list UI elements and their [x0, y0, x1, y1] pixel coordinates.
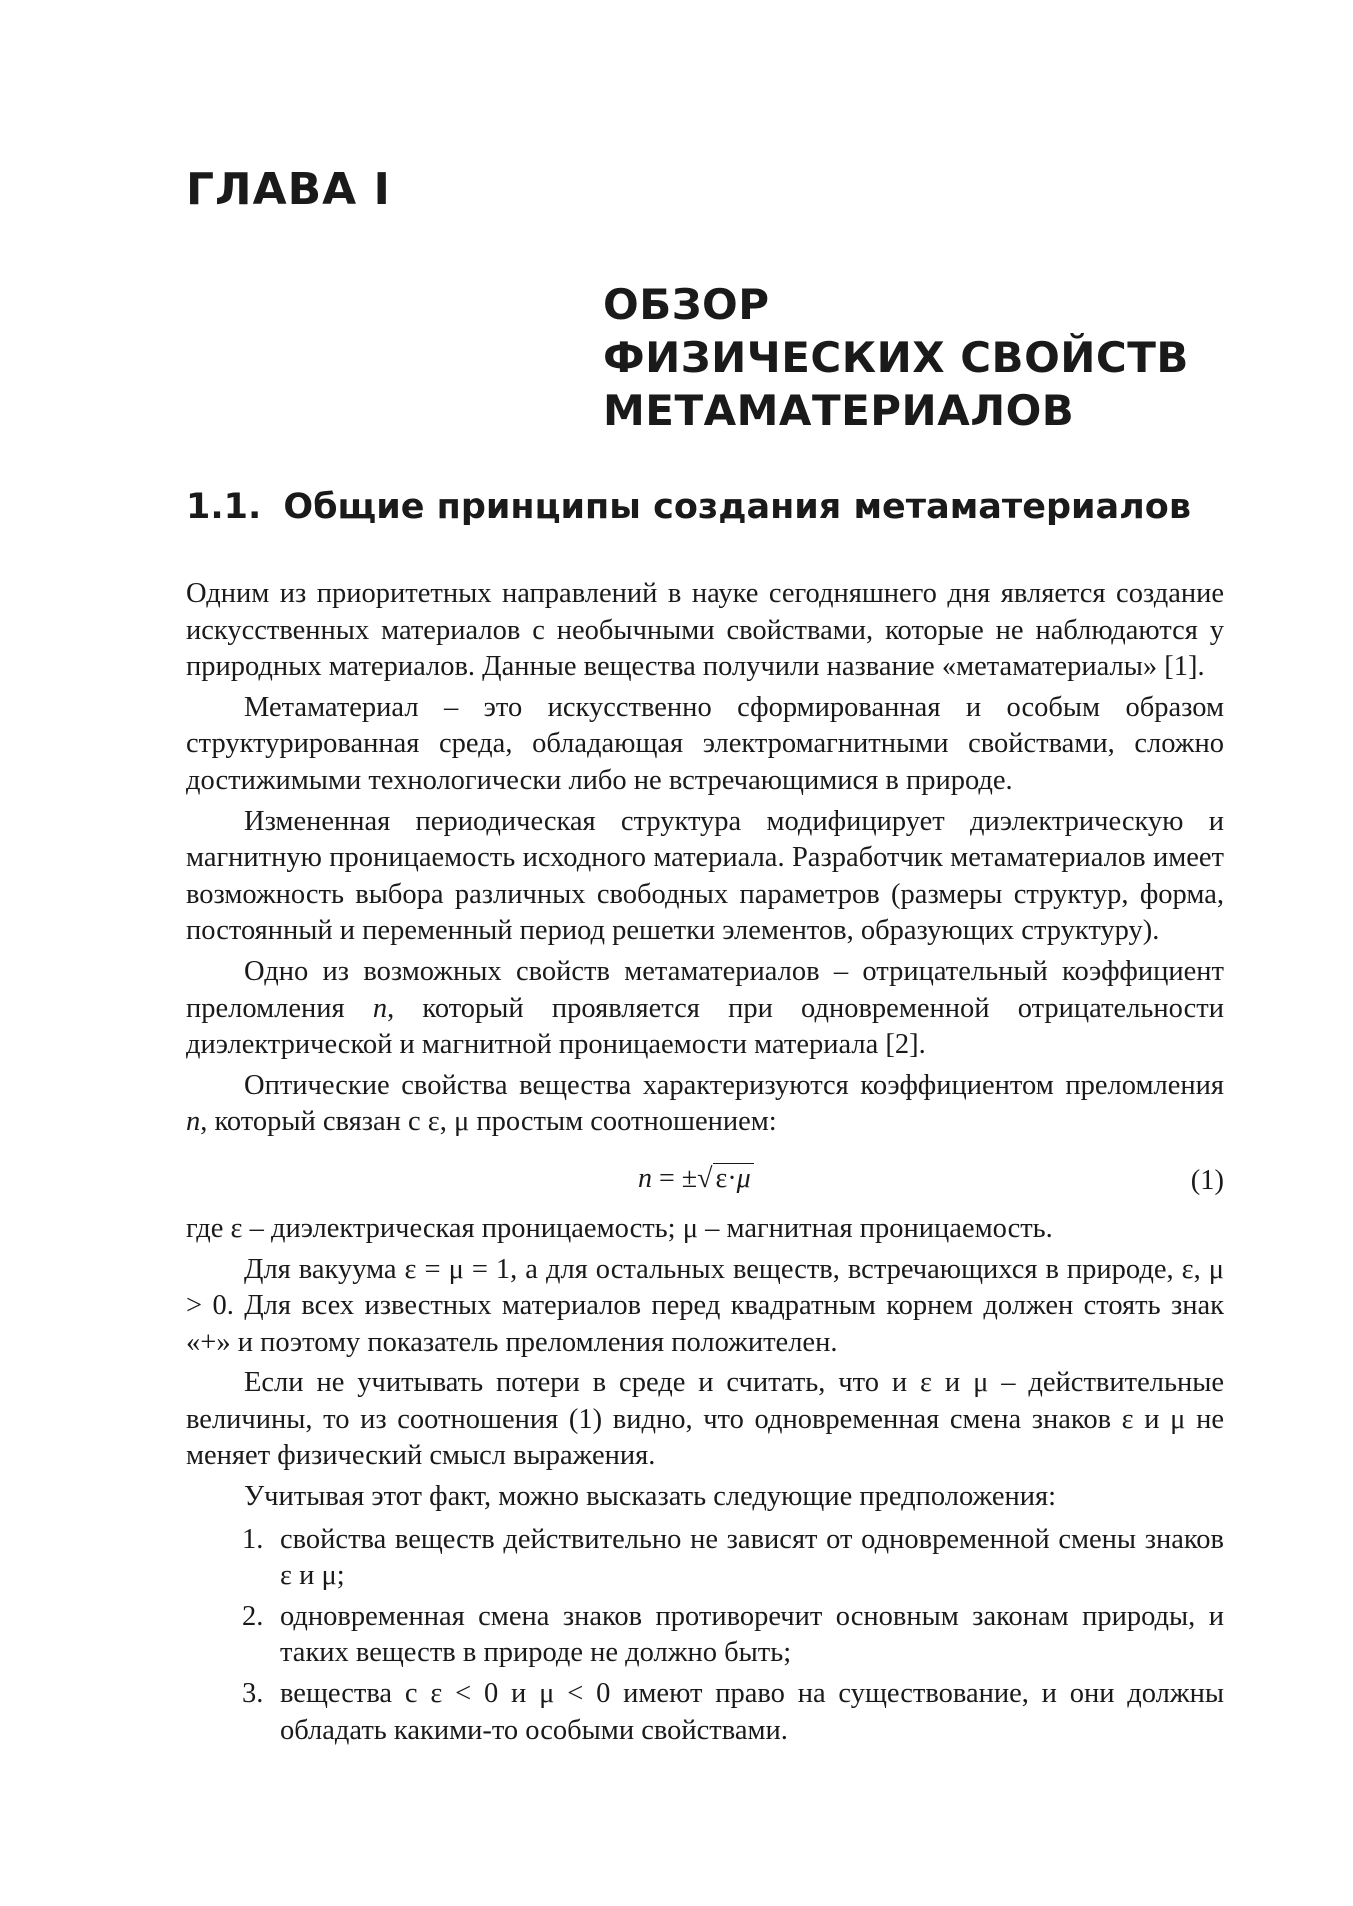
paragraph-text: Одно из возможных свойств метаматериалов – отрицательный коэффициент преломления	[186, 955, 1224, 1024]
paragraph: Если не учитывать потери в среде и считать, что и ε и μ – действительные величины, то из соотношения (1) видно, что одновременная смена знаков ε и μ не меняет физический смысл выражения.	[186, 1367, 1224, 1472]
square-root	[697, 1161, 754, 1198]
paragraph: Для вакуума ε = μ = 1, а для остальных веществ, встречающихся в природе, ε, μ > 0. Для всех известных материалов перед квадратным корнем должен стоять знак «+» и поэтому показатель преломления положителен.	[186, 1253, 1224, 1358]
paragraph: Измененная периодическая структура модифицирует диэлектрическую и магнитную проницаемость исходного материала. Разработчик метаматериалов имеет возможность выбора различных свободных параметров (размеры структур, форма, постоянный и переменный период решетки элементов, образующих структуру).	[186, 805, 1224, 947]
chapter-title-line: ФИЗИЧЕСКИХ СВОЙСТВ	[603, 333, 1189, 382]
list-marker: 2.	[242, 1600, 264, 1632]
radicand	[713, 1163, 754, 1194]
chapter-title-line: ОБЗОР	[603, 280, 770, 329]
paragraph	[186, 1068, 1224, 1141]
section-heading	[186, 487, 1191, 527]
paragraph-text: , который связан с ε, μ простым соотношением:	[200, 1106, 777, 1138]
radicand-epsilon: ε	[715, 1162, 728, 1194]
paragraph: где ε – диэлектрическая проницаемость; μ – магнитная проницаемость.	[186, 1212, 1053, 1244]
paragraph	[186, 954, 1224, 1064]
chapter-title	[603, 278, 1189, 437]
radicand-dot: ·	[727, 1162, 737, 1194]
list-item-text: вещества с ε < 0 и μ < 0 имеют право на существование, и они должны обладать какими-то особыми свойствами.	[280, 1678, 1224, 1746]
list-item	[186, 1676, 1224, 1749]
paragraph-text: , который проявляется при одновременной отрицательности диэлектрической и магнитной проницаемости материала [2].	[186, 992, 1224, 1061]
numbered-list	[186, 1522, 1224, 1750]
list-marker: 3.	[242, 1678, 264, 1710]
equation-1	[186, 1155, 1224, 1207]
paragraph: Учитывая этот факт, можно высказать следующие предположения:	[244, 1481, 1057, 1513]
list-item-text: свойства веществ действительно не зависят от одновременной смены знаков ε и μ;	[280, 1523, 1224, 1592]
chapter-title-line: МЕТАМАТЕРИАЛОВ	[603, 386, 1075, 435]
section-title: Общие принципы создания метаматериалов	[283, 487, 1191, 527]
list-marker: 1.	[242, 1523, 264, 1555]
paragraph-text: Оптические свойства вещества характеризуются коэффициентом преломления	[244, 1069, 1224, 1101]
radical-sign: √	[697, 1162, 713, 1194]
body-text	[186, 576, 1224, 1753]
paragraph: Метаматериал – это искусственно сформированная и особым образом структурированная среда, обладающая электромагнитными свойствами, сложно достижимыми технологически либо не встречающимися в природе.	[186, 691, 1224, 796]
equation-formula	[638, 1161, 754, 1198]
radicand-mu: μ	[736, 1162, 751, 1194]
list-item	[186, 1599, 1224, 1672]
chapter-label: ГЛАВА I	[186, 164, 391, 215]
variable-n: n	[372, 992, 388, 1024]
equation-operator: = ±	[652, 1162, 698, 1194]
variable-n: n	[186, 1106, 201, 1138]
equation-number: (1)	[1190, 1164, 1224, 1196]
list-item-text: одновременная смена знаков противоречит основным законам природы, и таких веществ в природе не должно быть;	[280, 1600, 1224, 1669]
list-item	[186, 1522, 1224, 1595]
section-number: 1.1.	[186, 487, 262, 527]
equation-lhs: n	[638, 1162, 652, 1194]
paragraph: Одним из приоритетных направлений в науке сегодняшнего дня является создание искусственных материалов с необычными свойствами, которые не наблюдаются у природных материалов. Данные вещества получили название «метаматериалы» [1].	[186, 578, 1224, 683]
